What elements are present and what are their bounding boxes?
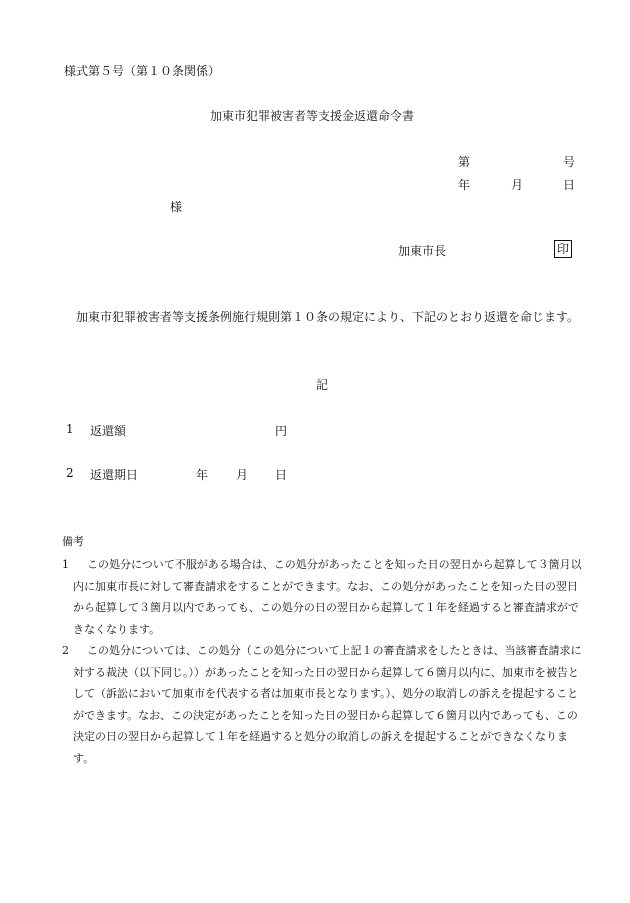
- date-year: 年: [458, 178, 471, 192]
- date-day: 日: [563, 178, 576, 192]
- date-month: 月: [511, 178, 524, 192]
- document-title: 加東市犯罪被害者等支援金返還命令書: [210, 109, 415, 123]
- item-1-number: 1: [66, 422, 74, 436]
- doc-number-suffix: 号: [563, 155, 576, 169]
- item-1-unit: 円: [275, 424, 288, 438]
- body-text: 加東市犯罪被害者等支援条例施行規則第１０条の規定により、下記のとおり返還を命じます。: [76, 310, 580, 324]
- note-2: [62, 640, 586, 769]
- item-2-day: 日: [275, 468, 288, 482]
- body-paragraph: [64, 306, 584, 329]
- seal-mark: 印: [554, 240, 572, 258]
- item-1-label: 返還額: [90, 424, 127, 438]
- note-2-number: 2: [62, 644, 69, 657]
- form-number: 様式第５号（第１０条関係）: [64, 64, 221, 78]
- item-2-month: 月: [236, 468, 249, 482]
- note-1: [62, 554, 586, 640]
- item-2-year: 年: [196, 468, 209, 482]
- recipient-suffix: 様: [170, 200, 183, 214]
- doc-number-prefix: 第: [458, 155, 471, 169]
- note-1-number: 1: [62, 558, 69, 571]
- ki-heading: 記: [316, 378, 329, 392]
- note-2-text: この処分については、この処分（この処分について上記１の審査請求をしたときは、当該審査請求に対する裁決（以下同じ。））があったことを知った日の翌日から起算して６箇月以内に、加東市を被告として（訴訟において加東市を代表する者は加東市長となります。）、処分の取消しの訴えを提起することができます。なお、この決定があったことを知った日の翌日から起算して６箇月以内であっても、この決定の日の翌日から起算して１年を経過すると処分の取消しの訴えを提起することができなくなります。: [73, 644, 582, 765]
- notes-heading: 備考: [62, 535, 84, 548]
- item-2-label: 返還期日: [90, 468, 139, 482]
- item-2-number: 2: [66, 466, 74, 480]
- issuer-name: 加東市長: [398, 244, 447, 258]
- note-1-text: この処分について不服がある場合は、この処分があったことを知った日の翌日から起算して３箇月以内に加東市長に対して審査請求をすることができます。なお、この処分があったことを知った日の翌日から起算して３箇月以内であっても、この処分の日の翌日から起算して１年を経過すると審査請求ができなくなります。: [73, 558, 582, 636]
